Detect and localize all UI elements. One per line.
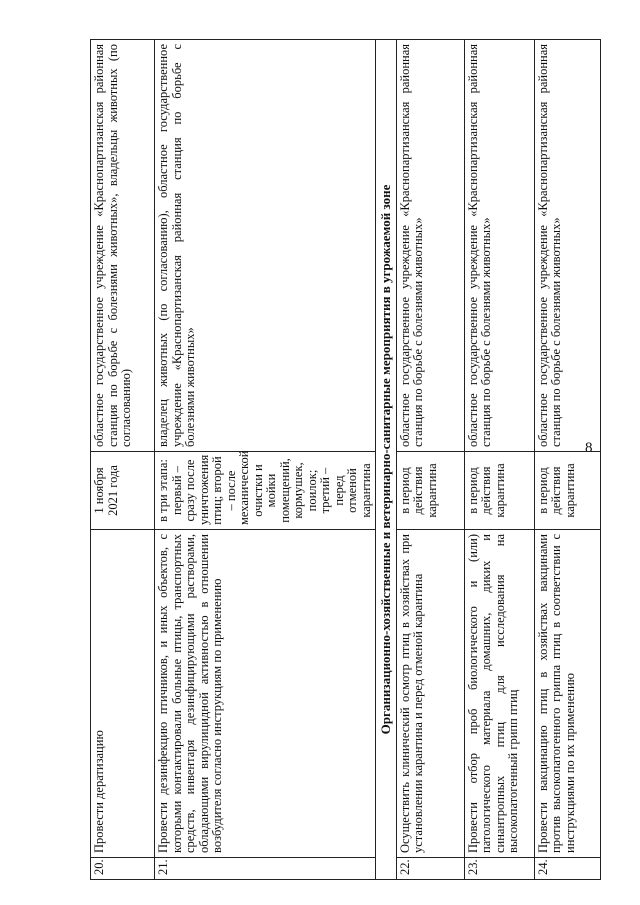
responsible-cell: областное государственное учреждение «Краснопартизанская районная станция по борьбе с болезнями животных»: [464, 40, 534, 452]
row-number: 20.: [91, 858, 155, 880]
action-cell: Провести отбор проб биологического и (или) патологического материала домашних, диких и синантропных птиц для исследования на высокопатогенный грипп птиц: [464, 530, 534, 858]
page-number: 8: [585, 440, 593, 456]
table-row: [155, 40, 376, 880]
term-cell: в три этапа: первый – сразу после уничтожения птиц; второй – после механической очистки и мойки помещений, кормушек, поилок; третий – перед отменой карантина: [155, 452, 376, 530]
row-number: 24.: [534, 858, 600, 880]
action-cell: Провести вакцинацию птиц в хозяйствах вакцинами против высокопатогенного гриппа птиц в соответствии с инструкциями по их применению: [534, 530, 600, 858]
responsible-cell: областное государственное учреждение «Краснопартизанская районная станция по борьбе с болезнями животных»: [534, 40, 600, 452]
section-title: Организационно-хозяйственные и ветеринарно-санитарные мероприятия в угрожаемой зоне: [376, 40, 397, 880]
responsible-cell: областное государственное учреждение «Краснопартизанская районная станция по борьбе с болезнями животных»: [396, 40, 464, 452]
table-row: [464, 40, 534, 880]
table-row: [91, 40, 155, 880]
row-number: 22.: [396, 858, 464, 880]
action-cell: Провести дератизацию: [91, 530, 155, 858]
responsible-cell: владелец животных (по согласованию), областное государственное учреждение «Краснопартизанская районная станция по борьбе с болезнями животных»: [155, 40, 376, 452]
row-number: 23.: [464, 858, 534, 880]
section-header-row: [376, 40, 397, 880]
row-number: 21.: [155, 858, 376, 880]
term-cell: в период действия карантина: [534, 452, 600, 530]
term-cell: 1 ноября 2021 года: [91, 452, 155, 530]
table-row: [396, 40, 464, 880]
rotated-page: [90, 40, 590, 880]
action-cell: Провести дезинфекцию птичников, и иных объектов, с которыми контактировали больные птицы, транспортных средств, инвентаря дезинфицирующими растворами, обладающими вирулицидной активностью в отношении возбудителя согласно инструкциям по применению: [155, 530, 376, 858]
action-cell: Осуществить клинический осмотр птиц в хозяйствах при установлении карантина и перед отменой карантина: [396, 530, 464, 858]
measures-table: [90, 39, 601, 880]
term-cell: в период действия карантина: [464, 452, 534, 530]
table-row: [534, 40, 600, 880]
term-cell: в период действия карантина: [396, 452, 464, 530]
responsible-cell: областное государственное учреждение «Краснопартизанская районная станция по борьбе с болезнями животных», владельцы животных (по согласованию): [91, 40, 155, 452]
